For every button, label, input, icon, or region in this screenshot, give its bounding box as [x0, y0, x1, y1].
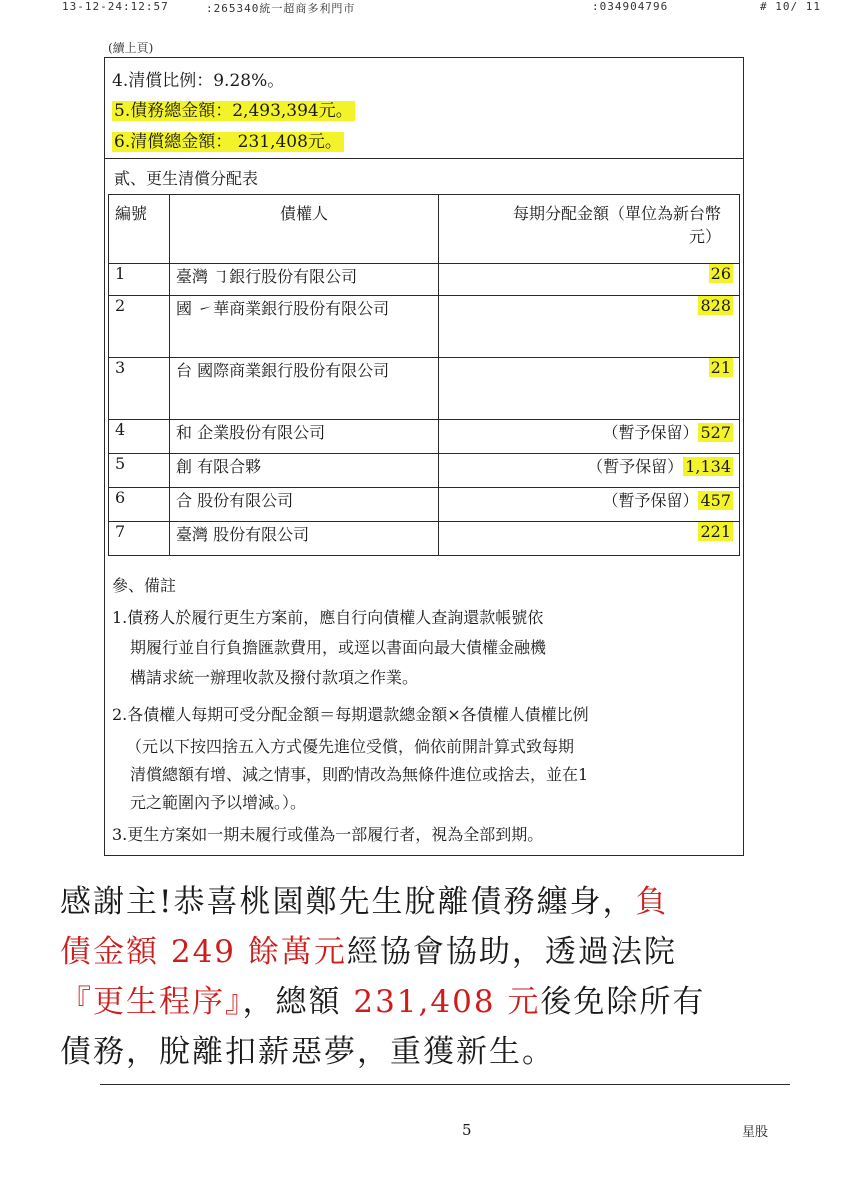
remark-line: （元以下按四捨五入方式優先進位受償，倘依前開計算式致每期: [126, 737, 575, 756]
row-creditor: 臺灣 股份有限公司: [170, 522, 439, 556]
row-creditor: 國 ㇀華商業銀行股份有限公司: [170, 296, 439, 358]
row-amount: [439, 522, 740, 556]
testimonial-text: 感謝主!恭喜桃園鄭先生脫離債務纏身，: [60, 884, 636, 920]
header-no: 編號: [109, 195, 170, 264]
debt-total-highlight: 5.債務總金額：2,493,394元。: [114, 101, 353, 121]
table-row: [109, 454, 740, 488]
row-no: 2: [109, 296, 170, 358]
testimonial-caption: [60, 866, 800, 1076]
fax-page: # 10/ 11: [760, 0, 821, 13]
row-amount: [439, 488, 740, 522]
section2-title: 貳、更生清償分配表: [114, 169, 259, 188]
row-amount: [439, 296, 740, 358]
row-no: 4: [109, 420, 170, 454]
remark-line: 元之範圍內予以增減。）。: [130, 793, 307, 812]
fax-datetime: 13-12-24:12:57: [62, 0, 169, 13]
fax-sender: :265340統一超商多利門市: [206, 2, 356, 15]
summary-repay-total: [112, 127, 344, 152]
table-row: [109, 264, 740, 296]
header-creditor: 債權人: [170, 195, 439, 264]
row-amount: [439, 420, 740, 454]
row-amount: [439, 454, 740, 488]
row-note: （暫予保留）: [587, 457, 684, 476]
remark-line: 2.各債權人每期可受分配金額＝每期還款總金額×各債權人債權比例: [112, 705, 589, 724]
row-amount: [439, 264, 740, 296]
row-no: 6: [109, 488, 170, 522]
repay-total-highlight: 6.清償總金額： 231,408元。: [114, 132, 342, 152]
testimonial-text: 經協會協助，透過法院: [346, 934, 677, 970]
amount-value: 457: [700, 491, 731, 510]
row-no: 3: [109, 358, 170, 420]
table-header-row: [109, 195, 740, 264]
testimonial-red-text: 負: [635, 884, 669, 920]
page-number: 5: [462, 1121, 472, 1139]
testimonial-red-text: 231,408 元: [353, 984, 541, 1020]
row-creditor: 台 國際商業銀行股份有限公司: [170, 358, 439, 420]
amount-value: 221: [700, 522, 731, 541]
testimonial-text: 債務，脫離扣薪惡夢，重獲新生。: [60, 1034, 555, 1070]
row-creditor: 和 企業股份有限公司: [170, 420, 439, 454]
continued-label: (續上頁): [108, 41, 154, 55]
remark-line: 構請求統一辦理收款及撥付款項之作業。: [130, 668, 419, 687]
amount-value: 1,134: [685, 457, 731, 476]
remark-line: 期履行並自行負擔匯款費用，或逕以書面向最大債權金融機: [130, 638, 547, 657]
remarks-title: 參、備註: [112, 576, 177, 595]
row-no: 1: [109, 264, 170, 296]
table-row: [109, 420, 740, 454]
remark-line: 1.債務人於履行更生方案前，應自行向債權人查詢還款帳號依: [112, 608, 544, 627]
distribution-table: [108, 194, 740, 556]
row-no: 7: [109, 522, 170, 556]
footer-divider: [100, 1084, 790, 1085]
row-no: 5: [109, 454, 170, 488]
testimonial-line: [60, 876, 668, 921]
testimonial-line: [60, 976, 705, 1021]
fax-number: :034904796: [592, 0, 669, 13]
amount-value: 527: [700, 423, 731, 442]
amount-value: 828: [700, 296, 731, 315]
testimonial-text: ，總額: [242, 984, 354, 1020]
testimonial-red-text: 『更生程序』: [60, 984, 243, 1020]
testimonial-line: [60, 926, 677, 971]
row-creditor: 合 股份有限公司: [170, 488, 439, 522]
testimonial-text: 後免除所有: [540, 984, 706, 1020]
summary-debt-total: [112, 96, 355, 121]
divider: [104, 158, 744, 159]
table-row: [109, 488, 740, 522]
amount-value: 21: [710, 358, 731, 377]
amount-value: 26: [710, 264, 731, 283]
table-row: [109, 358, 740, 420]
stamp-mark: 星股: [742, 1125, 769, 1140]
remark-line: 清償總額有增、減之情事，則酌情改為無條件進位或捨去，並在1: [130, 765, 589, 784]
summary-ratio: 4.清償比例：9.28%。: [112, 71, 285, 91]
row-creditor: 臺灣 ㇆銀行股份有限公司: [170, 264, 439, 296]
row-note: （暫予保留）: [602, 423, 699, 442]
row-creditor: 創 有限合夥: [170, 454, 439, 488]
testimonial-line: [60, 1026, 555, 1071]
testimonial-red-text: 債金額 249 餘萬元: [60, 934, 347, 970]
header-amount: 每期分配金額（單位為新台幣元）: [439, 195, 740, 264]
remark-line: 3.更生方案如一期未履行或僅為一部履行者，視為全部到期。: [112, 825, 544, 844]
table-row: [109, 296, 740, 358]
row-amount: [439, 358, 740, 420]
table-row: [109, 522, 740, 556]
row-note: （暫予保留）: [602, 491, 699, 510]
